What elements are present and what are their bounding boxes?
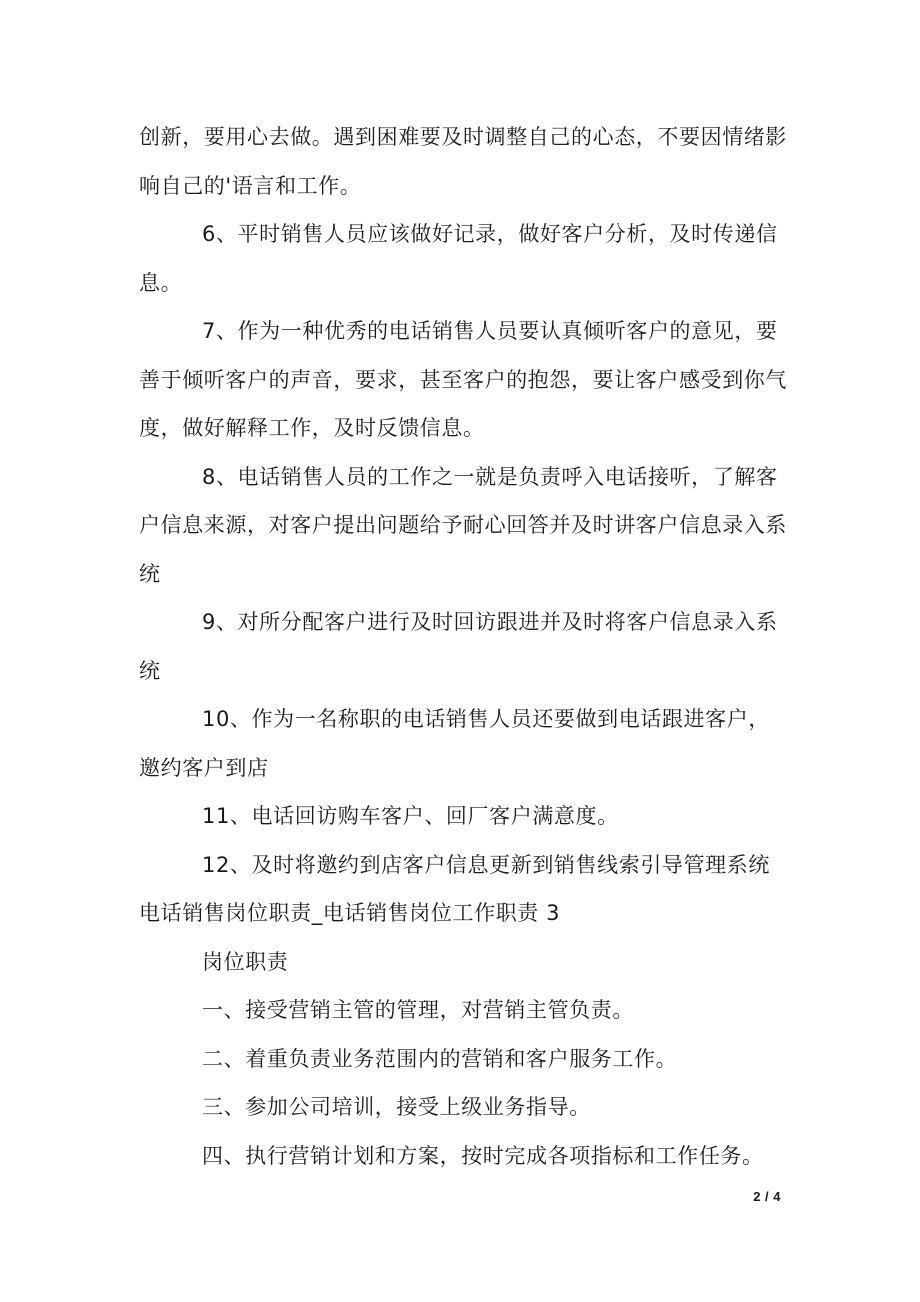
duty-item-1: 一、接受营销主管的管理，对营销主管负责。 bbox=[202, 998, 634, 1022]
paragraph-8: 12、及时将邀约到店客户信息更新到销售线索引导管理系统 bbox=[202, 852, 770, 877]
paragraph-7: 11、电话回访购车客户、回厂客户满意度。 bbox=[202, 804, 619, 828]
paragraph-4: 8、电话销售人员的工作之一就是负责呼入电话接听，了解客户信息来源，对客户提出问题给予耐心回答并及时讲客户信息录入系统 bbox=[139, 464, 787, 586]
duty-item-4: 四、执行营销计划和方案，按时完成各项指标和工作任务。 bbox=[202, 1143, 764, 1168]
paragraph-6: 10、作为一名称职的电话销售人员还要做到电话跟进客户，邀约客户到店 bbox=[139, 707, 770, 780]
page-number: 2 / 4 bbox=[753, 1189, 781, 1204]
paragraph-1: 创新，要用心去做。遇到困难要及时调整自己的心态，不要因情绪影响自己的'语言和工作。 bbox=[139, 125, 787, 198]
duty-item-2: 二、着重负责业务范围内的营销和客户服务工作。 bbox=[202, 1046, 678, 1071]
paragraph-2: 6、平时销售人员应该做好记录，做好客户分析，及时传递信息。 bbox=[139, 222, 778, 295]
paragraph-5: 9、对所分配客户进行及时回访跟进并及时将客户信息录入系统 bbox=[139, 610, 778, 683]
duty-item-3: 三、参加公司培训，接受上级业务指导。 bbox=[202, 1095, 591, 1119]
document-body bbox=[139, 113, 787, 1180]
subheading-duties: 岗位职责 bbox=[202, 949, 289, 974]
paragraph-3: 7、作为一种优秀的电话销售人员要认真倾听客户的意见，要善于倾听客户的声音，要求，甚至客户的抱怨，要让客户感受到你气度，做好解释工作，及时反馈信息。 bbox=[139, 319, 787, 440]
section-heading: 电话销售岗位职责_电话销售岗位工作职责 3 bbox=[139, 901, 561, 925]
